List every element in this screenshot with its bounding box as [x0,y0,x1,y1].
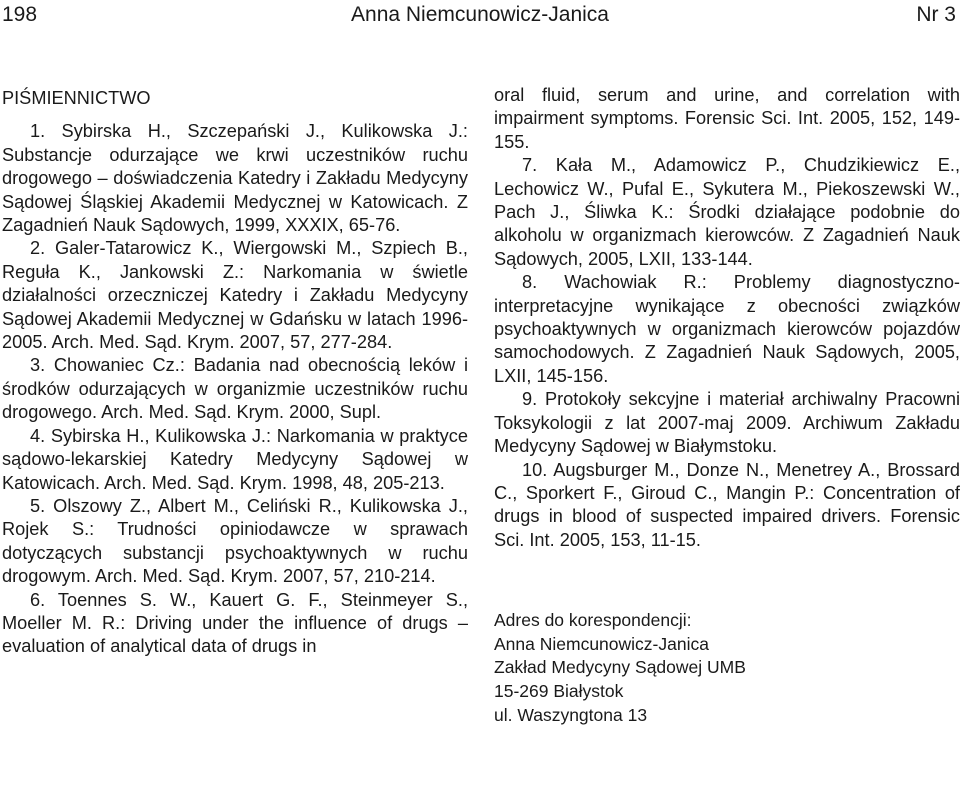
reference-item: 2. Galer-Tatarowicz K., Wiergowski M., Szpiech B., Reguła K., Jankowski Z.: Narkomania w świetle działalności orzeczniczej Katedry i Zakładu Medycyny Sądowej Akademii Medycznej w Gdańsku w latach 1996-2005. Arch. Med. Sąd. Krym. 2007, 57, 277-284. [2,238,468,353]
reference-item: 8. Wachowiak R.: Problemy diagnostyczno-interpretacyjne wynikające z obecności związków psychoaktywnych w organizmach kierowców pojazdów samochodowych. Z Zagadnień Nauk Sądowych, 2005, LXII, 145-156. [494,272,960,386]
issue-number: Nr 3 [916,3,956,26]
page-number: 198 [2,3,38,26]
references-title: PIŚMIENNICTWO [2,88,151,108]
page-header [0,0,960,30]
correspondence-line: Zakład Medycyny Sądowej UMB [494,657,746,678]
running-author: Anna Niemcunowicz-Janica [351,3,609,26]
reference-item: 9. Protokoły sekcyjne i materiał archiwalny Pracowni Toksykologii z lat 2007-maj 2009. Archiwum Zakładu Medycyny Sądowej w Białymstoku. [494,389,960,457]
reference-item: 1. Sybirska H., Szczepański J., Kulikowska J.: Substancje odurzające we krwi uczestników ruchu drogowego – doświadczenia Katedry i Zakładu Medycyny Sądowej Śląskiej Akademii Medycznej w Katowicach. Z Zagadnień Nauk Sądowych, 1999, XXXIX, 65-76. [2,121,468,236]
reference-item: 3. Chowaniec Cz.: Badania nad obecnością leków i środków odurzających w organizmie uczestników ruchu drogowego. Arch. Med. Sąd. Krym. 2000, Supl. [2,355,468,423]
correspondence-address [494,609,960,727]
reference-item: 6. Toennes S. W., Kauert G. F., Steinmeyer S., Moeller M. R.: Driving under the influence of drugs – evaluation of analytical data of drugs in [2,589,468,657]
correspondence-line: 15-269 Białystok [494,680,624,701]
reference-continuation: oral fluid, serum and urine, and correlation with impairment symptoms. Forensic Sci. Int. 2005, 152, 149-155. [494,85,960,152]
left-column [2,84,468,659]
reference-item: 5. Olszowy Z., Albert M., Celiński R., Kulikowska J., Rojek S.: Trudności opiniodawcze w sprawach dotyczących substancji psychoaktywnych w ruchu drogowym. Arch. Med. Sąd. Krym. 2007, 57, 210-214. [2,495,468,587]
correspondence-line: Anna Niemcunowicz-Janica [494,633,709,654]
reference-item: 4. Sybirska H., Kulikowska J.: Narkomania w praktyce sądowo-lekarskiej Katedry Medycyny Sądowej w Katowicach. Arch. Med. Sąd. Krym. 1998, 48, 205-213. [2,425,468,493]
right-column [494,84,960,727]
reference-item: 10. Augsburger M., Donze N., Menetrey A., Brossard C., Sporkert F., Giroud C., Mangin P.: Concentration of drugs in blood of suspected impaired drivers. Forensic Sci. Int. 2005, 153, 11-15. [494,459,960,550]
correspondence-line: ul. Waszyngtona 13 [494,704,648,725]
reference-item: 7. Kała M., Adamowicz P., Chudzikiewicz E., Lechowicz W., Pufal E., Sykutera M., Piekoszewski W., Pach J., Śliwka K.: Środki działające podobnie do alkoholu w organizmach kierowców. Z Zagadnień Nauk Sądowych, 2005, LXII, 133-144. [494,155,960,269]
correspondence-heading: Adres do korespondencji: [494,610,692,631]
